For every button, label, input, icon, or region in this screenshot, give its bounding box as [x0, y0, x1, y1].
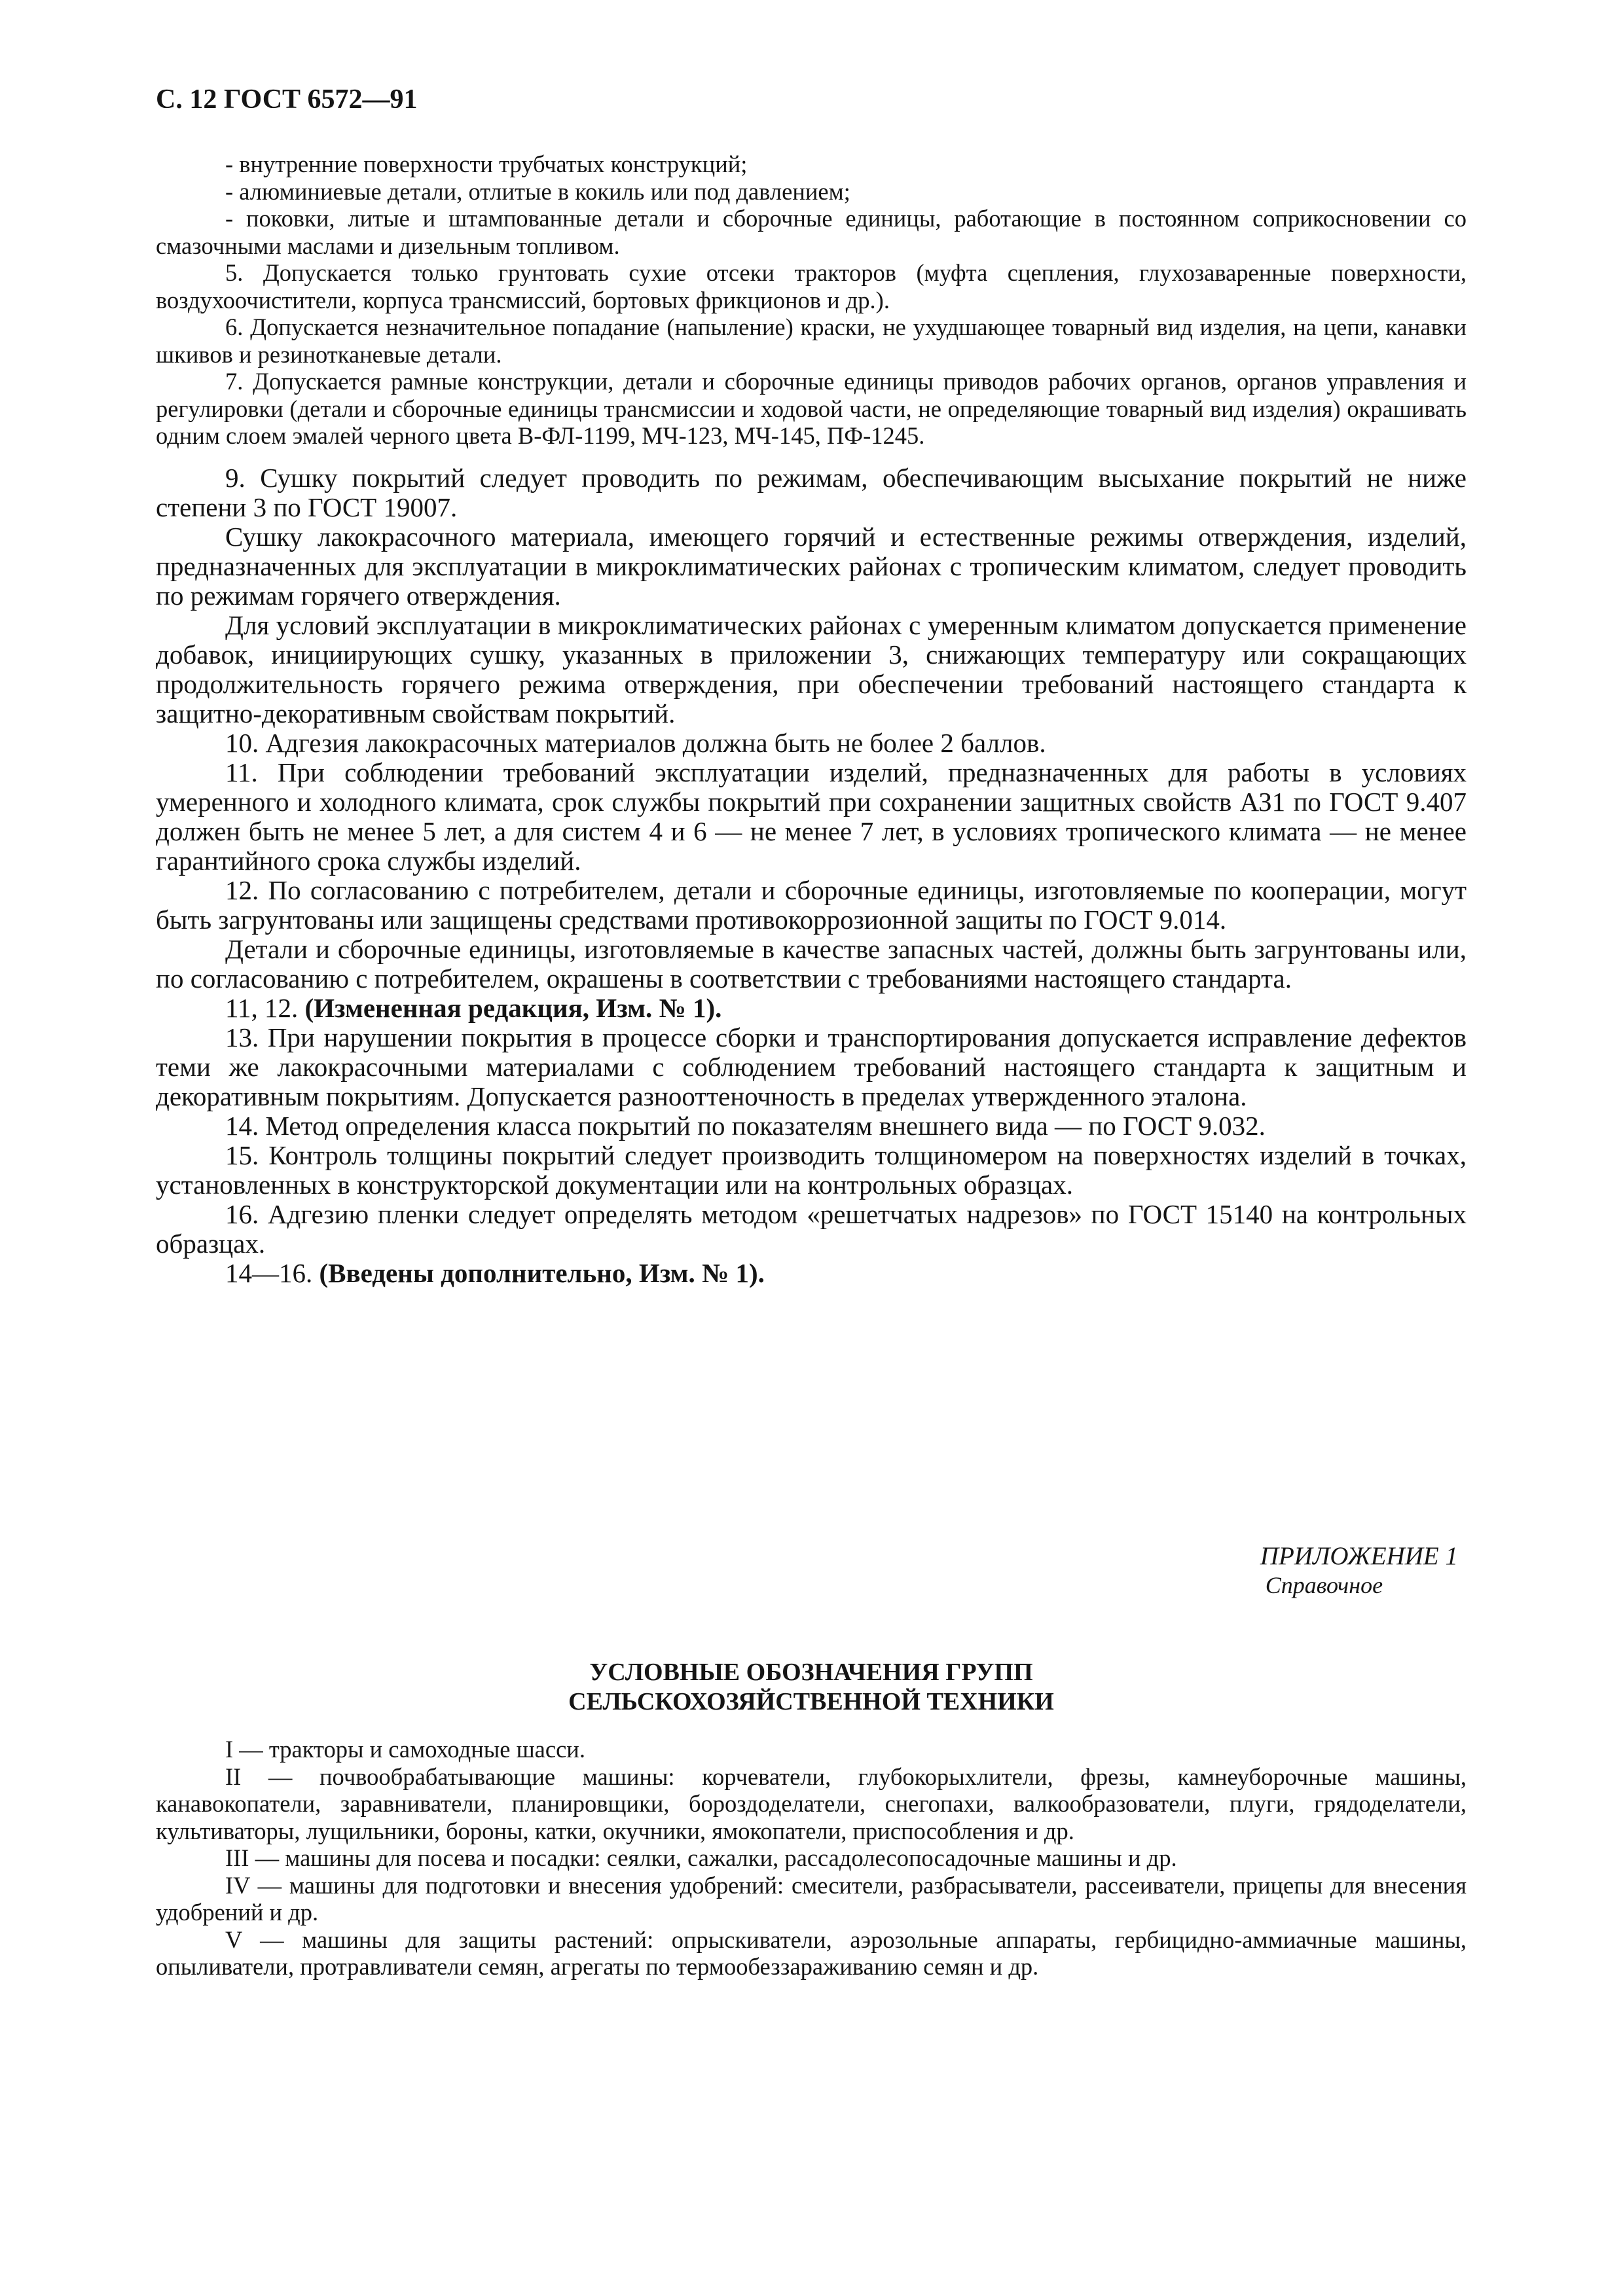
- paragraph-16: 16. Адгезию пленки следует определять методом «решетчатых надрезов» по ГОСТ 15140 на контрольных образцах.: [156, 1199, 1467, 1259]
- paragraph-12-spare-parts: Детали и сборочные единицы, изготовляемые в качестве запасных частей, должны быть загрунтованы или, по согласованию с потребителем, окрашены в соответствии с требованиями настоящего стандарта.: [156, 934, 1467, 994]
- amendment-ref: 14—16.: [225, 1258, 319, 1288]
- amendment-note: [156, 994, 1467, 1023]
- amendment-text: (Измененная редакция, Изм. № 1).: [304, 993, 722, 1023]
- paragraph-11: 11. При соблюдении требований эксплуатации изделий, предназначенных для работы в условиях умеренного и холодного климата, срок службы покрытий при сохранении защитных свойств АЗ1 по ГОСТ 9.407 должен быть не менее 5 лет, а для систем 4 и 6 — не менее 7 лет, в условиях тропического климата — не менее гарантийного срока службы изделий.: [156, 757, 1467, 876]
- group-item: I — тракторы и самоходные шасси.: [225, 1736, 585, 1763]
- list-item: - алюминиевые детали, отлитые в кокиль или под давлением;: [225, 177, 850, 205]
- annex-title: [156, 1658, 1467, 1717]
- amendment-note: [156, 1259, 1467, 1288]
- machinery-groups-list: [156, 1736, 1467, 1981]
- paragraph-6: 6. Допускается незначительное попадание (напыление) краски, не ухудшающее товарный вид изделия, на цепи, канавки шкивов и резинотканевые детали.: [156, 314, 1467, 368]
- list-item: - поковки, литые и штампованные детали и сборочные единицы, работающие в постоянном соприкосновении со смазочными маслами и дизельным топливом.: [156, 205, 1467, 259]
- annex-number: ПРИЛОЖЕНИЕ 1: [1260, 1542, 1458, 1570]
- paragraph-9-additives: Для условий эксплуатации в микроклиматических районах с умеренным климатом допускается применение добавок, инициирующих сушку, указанных в приложении 3, снижающих температуру или сокращающих продолжительность горячего режима отверждения, при обеспечении требований настоящего стандарта к защитно-декоративным свойствам покрытий.: [156, 610, 1467, 728]
- page-header: С. 12 ГОСТ 6572—91: [156, 84, 418, 115]
- annex-title-line: СЕЛЬСКОХОЗЯЙСТВЕННОЙ ТЕХНИКИ: [568, 1688, 1054, 1715]
- remarks-list: [156, 151, 1467, 450]
- annex-type: Справочное: [1265, 1572, 1383, 1598]
- group-item: II — почвообрабатывающие машины: корчеватели, глубокорыхлители, фрезы, камнеуборочные машины, канавокопатели, заравниватели, планировщики, бороздоделатели, снегопахи, валкообразователи, плуги, грядоделатели, культиваторы, лущильники, бороны, катки, окучники, ямокопатели, приспособления и др.: [156, 1763, 1467, 1844]
- paragraph-10: 10. Адгезия лакокрасочных материалов должна быть не более 2 баллов.: [225, 728, 1046, 758]
- annex-title-line: УСЛОВНЫЕ ОБОЗНАЧЕНИЯ ГРУПП: [589, 1659, 1033, 1686]
- paragraph-7: 7. Допускается рамные конструкции, детали и сборочные единицы приводов рабочих органов, органов управления и регулировки (детали и сборочные единицы трансмиссии и ходовой части, не определяющие товарный вид изделия) окрашивать одним слоем эмалей черного цвета В-ФЛ-1199, МЧ-123, МЧ-145, ПФ-1245.: [156, 368, 1467, 449]
- paragraph-9-drying: Сушку лакокрасочного материала, имеющего горячий и естественные режимы отверждения, изделий, предназначенных для эксплуатации в микроклиматических районах с тропическим климатом, следует проводить по режимам горячего отверждения.: [156, 522, 1467, 611]
- paragraph-9: 9. Сушку покрытий следует проводить по режимам, обеспечивающим высыхание покрытий не ниже степени 3 по ГОСТ 19007.: [156, 463, 1467, 522]
- group-item: V — машины для защиты растений: опрыскиватели, аэрозольные аппараты, гербицидно-аммиачные машины, опыливатели, протравливатели семян, агрегаты по термообеззараживанию семян и др.: [156, 1926, 1467, 1980]
- paragraph-15: 15. Контроль толщины покрытий следует производить толщиномером на поверхностях изделий в точках, установленных в конструкторской документации или на контрольных образцах.: [156, 1140, 1467, 1200]
- group-item: III — машины для посева и посадки: сеялки, сажалки, рассадолесопосадочные машины и др.: [225, 1844, 1177, 1871]
- paragraph-13: 13. При нарушении покрытия в процессе сборки и транспортирования допускается исправление дефектов теми же лакокрасочными материалами с соблюдением требований настоящего стандарта к защитным и декоративным покрытиям. Допускается разнооттеночность в пределах утвержденного эталона.: [156, 1022, 1467, 1111]
- paragraph-12: 12. По согласованию с потребителем, детали и сборочные единицы, изготовляемые по кооперации, могут быть загрунтованы или защищены средствами противокоррозионной защиты по ГОСТ 9.014.: [156, 875, 1467, 935]
- paragraph-14: 14. Метод определения класса покрытий по показателям внешнего вида — по ГОСТ 9.032.: [225, 1111, 1266, 1141]
- list-item: - внутренние поверхности трубчатых конструкций;: [225, 151, 748, 177]
- group-item: IV — машины для подготовки и внесения удобрений: смесители, разбрасыватели, рассеиватели, прицепы для внесения удобрений и др.: [156, 1871, 1467, 1926]
- main-requirements: [156, 463, 1467, 1288]
- amendment-ref: 11, 12.: [225, 993, 305, 1023]
- amendment-text: (Введены дополнительно, Изм. № 1).: [319, 1258, 765, 1288]
- paragraph-5: 5. Допускается только грунтовать сухие отсеки тракторов (муфта сцепления, глухозаваренные поверхности, воздухоочистители, корпуса трансмиссий, бортовых фрикционов и др.).: [156, 259, 1467, 314]
- annex-label: [1260, 1541, 1458, 1600]
